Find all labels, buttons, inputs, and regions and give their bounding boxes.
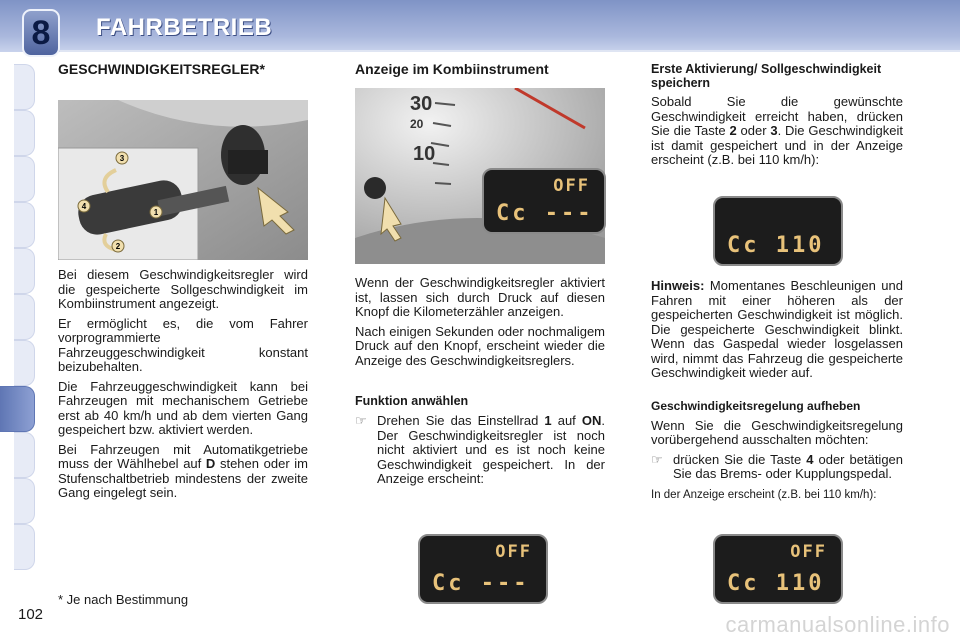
pointing-hand-icon: ☞ [651,451,663,467]
chapter-number-badge: 8 [22,9,60,57]
column-activation [651,62,903,173]
chapter-tab-5[interactable] [14,248,35,294]
text: Momentanes Beschleunigen und Fahren mit einer höheren als der gespeicherten Geschwindigkeit ist möglich. Die gespeicherte Geschwindigkeit blinkt. Wenn das Gaspedal wieder losgelassen wird, nimmt das Fahrzeug die gespeicherte Geschwindigkeit wieder auf. [651,278,903,380]
header-divider [60,50,960,52]
bullet-item [355,414,605,487]
lcd-line-2: Cc 110 [727,233,825,258]
sub-heading: Erste Aktivierung/ Sollgeschwindigkeit speichern [651,62,882,90]
bullet-item [651,453,903,482]
control-number: 1 [544,413,552,428]
lcd-line-2: Cc 110 [727,571,825,596]
paragraph: Bei diesem Geschwindigkeitsregler wird die gespeicherte Sollgeschwindigkeit im Kombiinstrument angezeigt. [58,267,308,311]
pointing-hand-icon: ☞ [355,413,367,428]
callout-3: 3 [119,154,125,163]
text: auf [551,413,582,428]
paragraph: Die Fahrzeuggeschwindigkeit kann bei Fahrzeugen mit mechanischem Getriebe erst ab 40 km/h und ab dem vierten Gang gespeichert bzw. aktiviert werden. [58,378,308,437]
text: Drehen Sie das Einstellrad [377,413,545,428]
paragraph [58,443,308,501]
sub-heading: Geschwindigkeitsregelung aufheben [651,398,861,413]
paragraph: Wenn der Geschwindigkeitsregler aktiviert ist, lassen sich durch Druck auf diesen Knopf die Kilometerzähler anzeigen. [355,275,605,319]
chapter-tab-3[interactable] [14,156,35,202]
lcd-display-gauge [482,168,606,234]
button-number: 4 [806,451,814,467]
button-number: 3 [770,123,778,138]
chapter-tab-7[interactable] [14,340,35,386]
chapter-tab-8-active[interactable] [0,386,35,432]
bullet-text [673,453,903,482]
chapter-tab-4[interactable] [14,202,35,248]
footnote: * Je nach Bestimmung [58,592,189,607]
lcd-display-off-initial [418,534,548,604]
callout-4: 4 [81,202,87,211]
lcd-display-off-cancel [713,534,843,604]
text: drücken Sie die Taste [673,451,807,467]
column-cruise-control-text [58,268,308,506]
lcd-line-1: OFF [790,542,827,562]
gauge-label-20: 20 [410,117,424,131]
text: . Die Geschwindigkeit ist damit gespeichert und in der Anzeige erscheint (z.B. bei 110 km/h): [651,123,904,167]
text: Sobald Sie die gewünschte Geschwindigkeit erreicht haben, drücken Sie die Taste [651,94,903,138]
column-cluster-text [355,276,605,487]
lcd-display-set-speed [713,196,843,266]
page-number: 102 [18,606,44,623]
chapter-tab-2[interactable] [14,110,35,156]
watermark: carmanualsonline.info [725,612,950,637]
chapter-title: FAHRBETRIEB [96,14,273,41]
hint-label: Hinweis: [651,278,705,293]
bullet-text [377,414,605,487]
sub-heading: Funktion anwählen [355,394,469,408]
chapter-tabs [0,64,36,574]
lcd-line-2: Cc --- [432,571,530,596]
steering-stalk-illustration [58,100,308,260]
small-note: In der Anzeige erscheint (z.B. bei 110 km/h): [651,488,877,501]
paragraph: Wenn Sie die Geschwindigkeitsregelung vorübergehend ausschalten möchten: [651,417,903,447]
hint-paragraph [651,279,903,381]
chapter-tab-11[interactable] [14,524,35,570]
button-number: 2 [729,123,737,138]
text: oder [736,123,771,138]
text: Bei Fahrzeugen mit Automatikgetriebe muss der Wählhebel auf [58,441,308,471]
lcd-line-2: Cc --- [496,201,594,226]
gear-label: D [205,456,216,471]
text: . Der Geschwindigkeitsregler ist noch nicht aktiviert und es ist noch keine Geschwindigkeit gespeichert. In der Anzeige erscheint: [377,413,605,486]
on-label: ON [581,413,602,428]
paragraph: Nach einigen Sekunden oder nochmaligem Druck auf den Knopf, erscheint wieder die Anzeige des Geschwindigkeitsreglers. [355,323,605,368]
paragraph: Er ermöglicht es, die vom Fahrer vorprogrammierte Fahrzeuggeschwindigkeit konstant beizubehalten. [58,315,308,374]
lcd-line-1: OFF [553,176,590,196]
chapter-tab-6[interactable] [14,294,35,340]
text: oder betätigen Sie das Brems- oder Kupplungspedal. [673,451,904,481]
gauge-label-30: 30 [410,93,433,115]
section-heading: GESCHWINDIGKEITSREGLER* [58,61,265,77]
section-heading: Anzeige im Kombiinstrument [355,61,549,77]
callout-1: 1 [153,208,159,217]
stalk-photo [58,100,308,260]
column-cruise-control [58,62,308,77]
callout-2: 2 [115,242,121,251]
column-cluster-display [355,62,605,77]
column-hint [651,279,903,507]
paragraph [651,95,903,168]
chapter-tab-1[interactable] [14,64,35,110]
text: stehen oder im Stufenschaltbetrieb mindestens der zweite Gang eingelegt sein. [58,456,309,500]
lcd-line-1: OFF [495,542,532,562]
chapter-tab-9[interactable] [14,432,35,478]
gauge-label-10: 10 [413,143,436,165]
chapter-tab-10[interactable] [14,478,35,524]
